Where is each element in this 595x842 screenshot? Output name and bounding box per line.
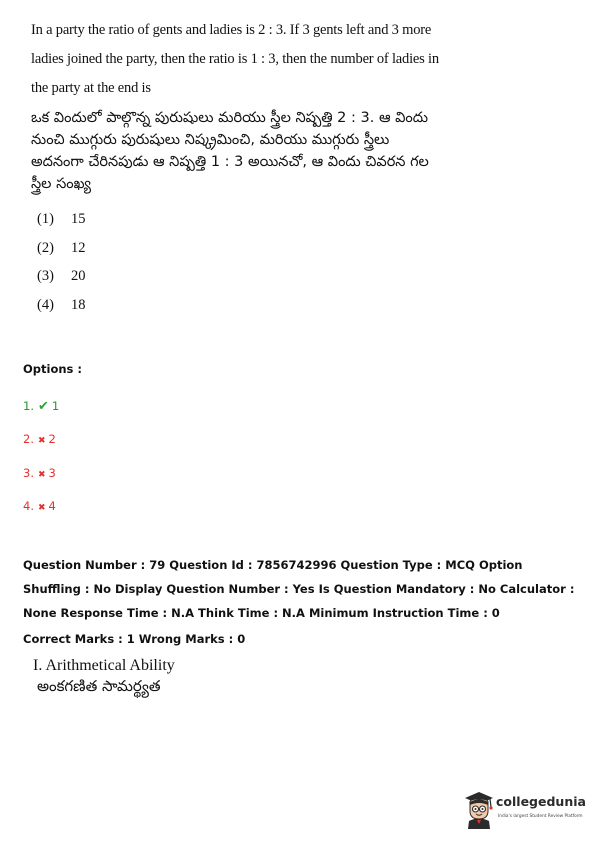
answer-choices: [37, 205, 86, 319]
section-heading: [33, 656, 175, 696]
choice-number: (1): [37, 211, 54, 227]
question-text-telugu: ఒక విందులో పాల్గొన్న పురుషులు మరియు స్త్రీల నిష్పత్తి 2 : 3. ఆ విందు నుంచి ముగ్గురు పురుషులు నిష్క్రమించి, మరియు ముగ్గురు స్త్రీలు అదనంగా చేరినపుడు ఆ నిష్పత్తి 1 : 3 అయినచో, ఆ విందు చివరన గల స్త్రీల సంఖ్య: [31, 110, 429, 192]
option-item-wrong: [23, 426, 59, 459]
choice-number: (3): [37, 268, 54, 284]
choice-value: 12: [71, 239, 86, 256]
choice-value: 15: [71, 211, 86, 227]
question-text-english: In a party the ratio of gents and ladies is 2 : 3. If 3 gents left and 3 more ladies joined the party, then the ratio is 1 : 3, then the number of ladies in the party at the end is: [31, 22, 439, 96]
choice-number: (4): [37, 296, 54, 313]
choice-number: (2): [37, 239, 54, 256]
option-value: 2: [48, 432, 56, 447]
option-value: 1: [51, 399, 60, 413]
choice-item: [37, 262, 86, 291]
choice-item: [37, 291, 86, 320]
choice-value: 18: [71, 296, 86, 313]
options-list: [23, 393, 59, 526]
cross-icon: ✖: [37, 436, 46, 447]
cross-icon: ✖: [37, 469, 46, 480]
option-number: 2.: [23, 432, 34, 447]
options-heading: Options :: [23, 362, 82, 376]
question-details: Question Number : 79 Question Id : 7856742996 Question Type : MCQ Option Shuffling : No Display Question Number : Yes Is Question Mandatory : No Calculator : None Response Time : N.A Think Time : N.A Minimum Instruction Time : 0: [23, 558, 575, 620]
option-item-correct: [23, 393, 59, 426]
option-value: 3: [48, 465, 56, 480]
choice-item: [37, 234, 86, 263]
choice-value: 20: [71, 268, 86, 284]
brand-watermark: [462, 787, 590, 831]
check-icon: ✔: [37, 399, 49, 414]
question-meta: [23, 553, 583, 651]
choice-item: [37, 205, 86, 234]
brand-name: collegedunia: [496, 794, 586, 809]
section-title-telugu: అంకగణిత సామర్థ్యత: [37, 677, 161, 695]
graduate-mascot-icon: [462, 787, 496, 829]
option-number: 1.: [23, 399, 34, 413]
cross-icon: ✖: [37, 502, 46, 513]
option-value: 4: [48, 498, 56, 513]
option-item-wrong: [23, 460, 59, 493]
brand-tagline: India's largest Student Review Platform: [498, 814, 583, 819]
option-number: 4.: [23, 498, 34, 513]
section-title-english: I. Arithmetical Ability: [33, 657, 175, 674]
question-block: [31, 16, 441, 195]
marks-info: Correct Marks : 1 Wrong Marks : 0: [23, 632, 246, 646]
option-number: 3.: [23, 465, 34, 480]
option-item-wrong: [23, 493, 59, 526]
